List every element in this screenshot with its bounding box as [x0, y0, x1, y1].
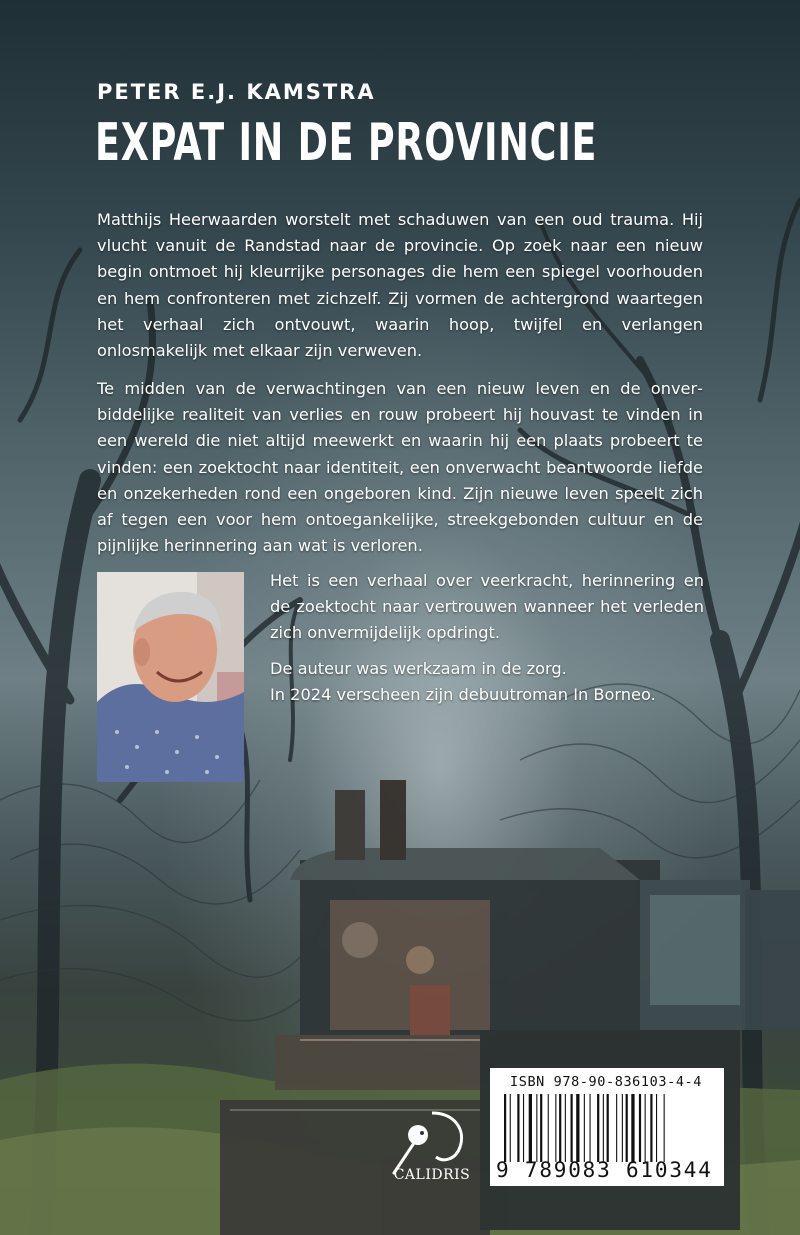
author-photo — [97, 572, 244, 782]
author-portrait-image — [97, 572, 244, 782]
author-bio — [270, 656, 704, 708]
blurb-paragraph-1: Matthijs Heerwaarden worstelt met schaduwen van een oud trauma. Hij vlucht vanuit de Randstad naar de provincie. Op zoek naar een nieuw begin ontmoet hij kleurrijke personages die hem een spiegel voorhouden en hem confronteren met zichzelf. Zij vormen de achtergrond waartegen het verhaal zich ontvouwt, waarin hoop, twijfel en verlangen onlosmakelijk met elkaar zijn verweven. — [97, 210, 703, 361]
author-bio-line-1: De auteur was werkzaam in de zorg. — [270, 659, 567, 678]
author-name: PETER E.J. KAMSTRA — [97, 80, 376, 104]
barcode-bars — [504, 1094, 710, 1162]
publisher-name: CALIDRIS — [393, 1167, 471, 1183]
isbn-barcode — [490, 1068, 724, 1186]
blurb-paragraph-2: Te midden van de verwachtingen van een nieuw leven en de onverbiddelijke realiteit van verlies en rouw probeert hij houvast te vinden in een wereld die niet altijd meewerkt en waarin hij een plaats probeert te vinden: een zoektocht naar identiteit, een onverwacht beantwoorde liefde en onzekerheden rond een ongeboren kind. Zijn nieuwe leven speelt zich af tegen een voor hem ontoegankelijke, streekgebonden cultuur en de pijnlijke herinnering aan wat is verloren. — [97, 379, 703, 556]
author-bio-line-2: In 2024 verscheen zijn debuutroman In Borneo. — [270, 685, 656, 705]
isbn-label: ISBN 978-90-836103-4-4 — [510, 1074, 703, 1090]
blurb-paragraph-3: Het is een verhaal over veerkracht, herinnering en de zoektocht naar vertrouwen wanneer het verleden zich onvermijdelijk opdringt. — [270, 571, 704, 643]
barcode-digits: 9 789083 610344 — [496, 1158, 713, 1182]
book-title: EXPAT IN DE PROVINCIE — [95, 113, 598, 173]
